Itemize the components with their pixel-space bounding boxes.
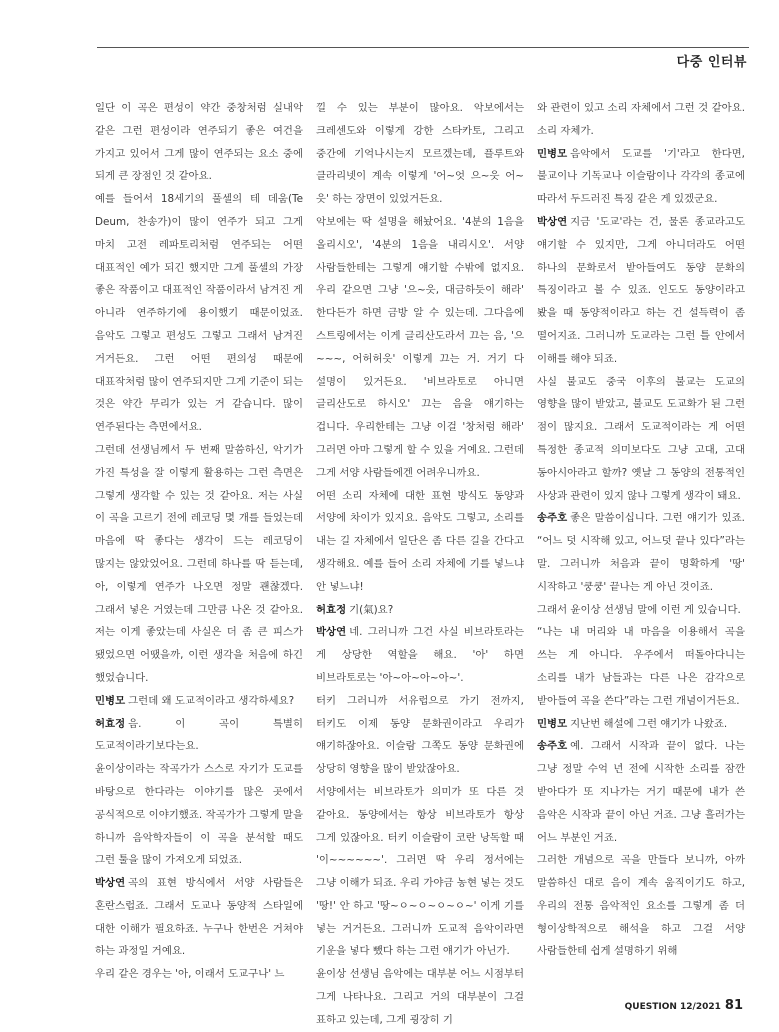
page-number: 81 <box>724 998 743 1013</box>
paragraph-text: 우리 같은 경우는 '아, 이래서 도교구나' 느 <box>95 968 285 981</box>
paragraph-text: 그런데 선생님께서 두 번째 말씀하신, 악기가 가진 특성을 잘 이렇게 활용하는 그런 측면은 그렇게 생각할 수 있는 것 같아요. 저는 사실 이 곡을 고르기 전에 레코딩 몇 개를 들었는데 마음에 딱 좋다는 생각이 드는 레코딩이 많지는 않았었어요. 그런데 하나를 딱 듣는데, 아, 이렇게 연주가 나오면 정말 괜찮겠다. 그래서 넣은 거였는데 그만큼 나온 것 같아요. 저는 이게 좋았는데 사실은 더 좀 큰 피스가 됐었으면 어땠을까, 이런 생각을 처음에 하긴 했었습니다. <box>95 443 303 684</box>
paragraph-text: 예. 그래서 시작과 끝이 없다. 나는 그냥 정말 수억 년 전에 시작한 소리를 잠깐 받아다가 또 지나가는 거기 때문에 내가 쓴 음악은 시작과 끝이 아닌 거죠. 그냥 흘러가는 어느 부분인 거죠. <box>537 740 745 844</box>
paragraph-text: 사실 불교도 중국 이후의 불교는 도교의 영향을 많이 받았고, 불교도 도교화가 된 그런 점이 많지요. 그래서 도교적이라는 게 어떤 특정한 종교적 의미보다도 그냥 고대, 고대 동아시아라고 할까? 옛날 그 동양의 전통적인 사상과 관련이 있지 않나 그렇게 생각이 돼요. <box>537 375 745 502</box>
paragraph <box>316 621 524 689</box>
speaker-name: 민병모 <box>537 147 568 160</box>
paragraph <box>537 97 745 143</box>
paragraph <box>316 211 524 485</box>
paragraph-text: 어떤 소리 자체에 대한 표현 방식도 동양과 서양에 차이가 있지요. 음악도 그렇고, 소리를 내는 길 자체에서 일단은 좀 다른 길을 간다고 생각해요. 예를 들어 소리 자체에 기를 넣느냐 안 넣느냐! <box>316 489 524 593</box>
paragraph-text: 음악에서 도교를 '기'라고 한다면, 불교이나 기독교나 이슬람이나 각각의 종교에 따라서 두드러진 특징 같은 게 있겠군요. <box>537 147 745 206</box>
paragraph <box>537 621 745 712</box>
paragraph <box>95 439 303 690</box>
paragraph <box>95 872 303 963</box>
paragraph-text: 지난번 해설에 그런 얘기가 나왔죠. <box>570 717 728 730</box>
paragraph-text: 기(氣)요? <box>349 603 394 616</box>
paragraph <box>316 97 524 211</box>
paragraph <box>537 371 745 508</box>
speaker-name: 허효정 <box>95 717 126 730</box>
paragraph <box>316 690 524 781</box>
paragraph-text: “나는 내 머리와 내 마음을 이용해서 곡을 쓰는 게 아니다. 우주에서 떠돌아다니는 소리를 내가 남들과는 다른 나은 감각으로 받아들여 곡을 쓴다”라는 그런 개념이거든요. <box>537 626 745 707</box>
paragraph <box>537 849 745 963</box>
paragraph <box>95 97 303 188</box>
paragraph <box>95 188 303 439</box>
paragraph-text: 일단 이 곡은 편성이 약간 중창처럼 실내악 같은 그런 편성이라 연주되기 좋은 여건을 가지고 있어서 그게 많이 연주되는 요소 중에 되게 큰 장점인 것 같아요. <box>95 102 303 183</box>
paragraph-text: 네. 그러니까 그건 사실 비브라토라는 게 상당한 역할을 해요. '아' 하면 비브라토로는 '아~아~아~아~'. <box>316 626 524 684</box>
text-column-1 <box>95 97 303 981</box>
speaker-name: 박상연 <box>95 877 126 890</box>
paragraph-text: 와 관련이 있고 소리 자체에서 그런 것 같아요. 소리 자체가. <box>537 102 745 137</box>
paragraph <box>537 735 745 849</box>
speaker-name: 박상연 <box>316 626 347 639</box>
paragraph <box>537 211 745 371</box>
paragraph-text: 그런데 왜 도교적이라고 생각하세요? <box>128 694 295 707</box>
paragraph-text: 예를 들어서 18세기의 풀셀의 테 데움(Te Deum, 찬송가)이 많이 연주가 되고 그게 마치 고전 레파토리처럼 연주되는 어떤 대표적인 예가 되긴 했지만 그게 풀셀의 가장 좋은 작품이고 대표적인 작품이라서 남겨진 게 아니라 연주하기에 용이했기 때문이었죠. 음악도 그렇고 편성도 그렇고 그래서 남겨진 거거든요. 그런 어떤 편의성 때문에 대표작처럼 많이 연주되지만 그게 기준이 되는 것은 약간 무리가 있는 거 같습니다. 많이 연주된다는 측면에서요. <box>95 193 303 434</box>
paragraph-text: 서양에서는 비브라토가 의미가 또 다른 것 같아요. 동양에서는 항상 비브라토가 항상 그게 있잖아요. 터키 이슬람이 코란 낭독할 때 '이~~~~~~'. 그러면 딱 우리 정서에는 그냥 이해가 되죠. 우리 가야금 농현 넣는 것도 '땅!' 안 하고 '땅~ㅇ~ㅇ~ㅇ~ㅇ~' 이게 기를 넣는 거거든요. 그러니까 도교적 음악이라면 기운을 넣다 뺐다 하는 그런 얘기가 아닌가. <box>316 785 524 958</box>
paragraph-text: 악보에는 딱 설명을 해놨어요. '4분의 1음을 올리시오', '4분의 1음을 내리시오'. 서양 사람들한테는 그렇게 얘기할 수밖에 없지요. 우리 같으면 그냥 '으~읏, 대금하듯이 해라' 한다든가 하면 금방 알 수 있는데. 그다음에 스트링에서는 이게 글리산도라서 끄는 음, '으~~~, 어허허읏' 이렇게 끄는 거. 거기 다 설명이 있거든요. '비브라토로 아니면 글리산도로 하시오' 끄는 음을 얘기하는 겁니다. 우리한테는 그냥 이걸 '창처럼 해라' 그러면 아마 그렇게 할 수 있을 거예요. 그런데 그게 서양 사람들에겐 어려우니까요. <box>316 215 524 479</box>
text-column-3 <box>537 97 745 977</box>
speaker-name: 박상연 <box>537 215 568 228</box>
paragraph <box>316 485 524 599</box>
paragraph-text: 좋은 말씀이십니다. 그런 얘기가 있죠. “어느 덧 시작해 있고, 어느덧 끝나 있다”라는 말. 그러니까 처음과 끝이 명확하게 '땅' 시작하고 '쿵쿵' 끝나는 게 아닌 것이죠. <box>537 512 745 593</box>
speaker-name: 송주호 <box>537 740 568 753</box>
section-label: 다중 인터뷰 <box>676 55 747 70</box>
paragraph-text: 그러한 개념으로 곡을 만들다 보니까, 아까 말씀하신 대로 음이 계속 움직이기도 하고, 우리의 전통 음악적인 요소를 그렇게 좀 더 형이상학적으로 해석을 하고 그걸 서양 사람들한테 쉽게 설명하기 위해 <box>537 854 745 958</box>
paragraph <box>537 507 745 598</box>
header-rule <box>97 47 749 48</box>
paragraph <box>316 781 524 963</box>
paragraph <box>537 713 745 736</box>
paragraph <box>537 143 745 211</box>
magazine-issue: QUESTION 12/2021 <box>624 1002 721 1012</box>
paragraph-text: 그래서 윤이상 선생님 말에 이런 게 있습니다. <box>537 603 741 616</box>
paragraph <box>316 963 524 1031</box>
speaker-name: 허효정 <box>316 603 347 616</box>
paragraph-text: 터키 그러니까 서유럽으로 가기 전까지, 터키도 이제 동양 문화권이라고 우리가 얘기하잖아요. 이슬람 그쪽도 동양 문화권에 상당히 영향을 많이 받았잖아요. <box>316 694 524 776</box>
speaker-name: 송주호 <box>537 512 568 525</box>
paragraph-text: 곡의 표현 방식에서 서양 사람들은 혼란스럽죠. 그래서 도교나 동양적 스타일에 대한 이해가 필요하죠. 누구나 한번은 거쳐야 하는 과정일 거예요. <box>95 877 303 958</box>
paragraph <box>95 963 303 986</box>
paragraph-text: 낄 수 있는 부분이 많아요. 악보에서는 크레센도와 이렇게 강한 스타카토, 그리고 중간에 기억나시는지 모르겠는데, 플루트와 클라리넷이 계속 이렇게 '어~엇 으~읏 어~읏' 하는 장면이 있었거든요. <box>316 102 524 206</box>
paragraph-text: 윤이상이라는 작곡가가 스스로 자기가 도교를 바탕으로 한다라는 이야기를 많은 곳에서 공식적으로 이야기했죠. 작곡가가 그렇게 말을 하니까 음악학자들이 이 곡을 분석할 때도 그런 툴을 많이 가져오게 되었죠. <box>95 763 303 867</box>
text-column-2 <box>316 97 524 1026</box>
page-footer <box>625 998 743 1013</box>
paragraph <box>537 599 745 622</box>
paragraph <box>95 713 303 759</box>
paragraph <box>316 599 524 622</box>
paragraph-text: 지금 '도교'라는 건, 물론 종교라고도 얘기할 수 있지만, 그게 아니더라도 어떤 하나의 문화로서 받아들여도 동양 문화의 특징이라고 볼 수 있죠. 인도도 동양이라고 봤을 때 동양적이라고 하는 건 설득력이 좀 떨어지죠. 그러니까 도교라는 그런 틀 안에서 이해를 해야 되죠. <box>537 215 745 365</box>
paragraph-text: 음. 이 곡이 특별히 도교적이라기보다는요. <box>95 717 303 753</box>
paragraph <box>95 758 303 872</box>
speaker-name: 민병모 <box>95 694 126 707</box>
paragraph <box>95 690 303 713</box>
speaker-name: 민병모 <box>537 717 568 730</box>
paragraph-text: 윤이상 선생님 음악에는 대부분 어느 시점부터 그게 나타나요. 그리고 거의 대부분이 그걸 표하고 있는데, 그게 굉장히 기 <box>316 968 524 1026</box>
